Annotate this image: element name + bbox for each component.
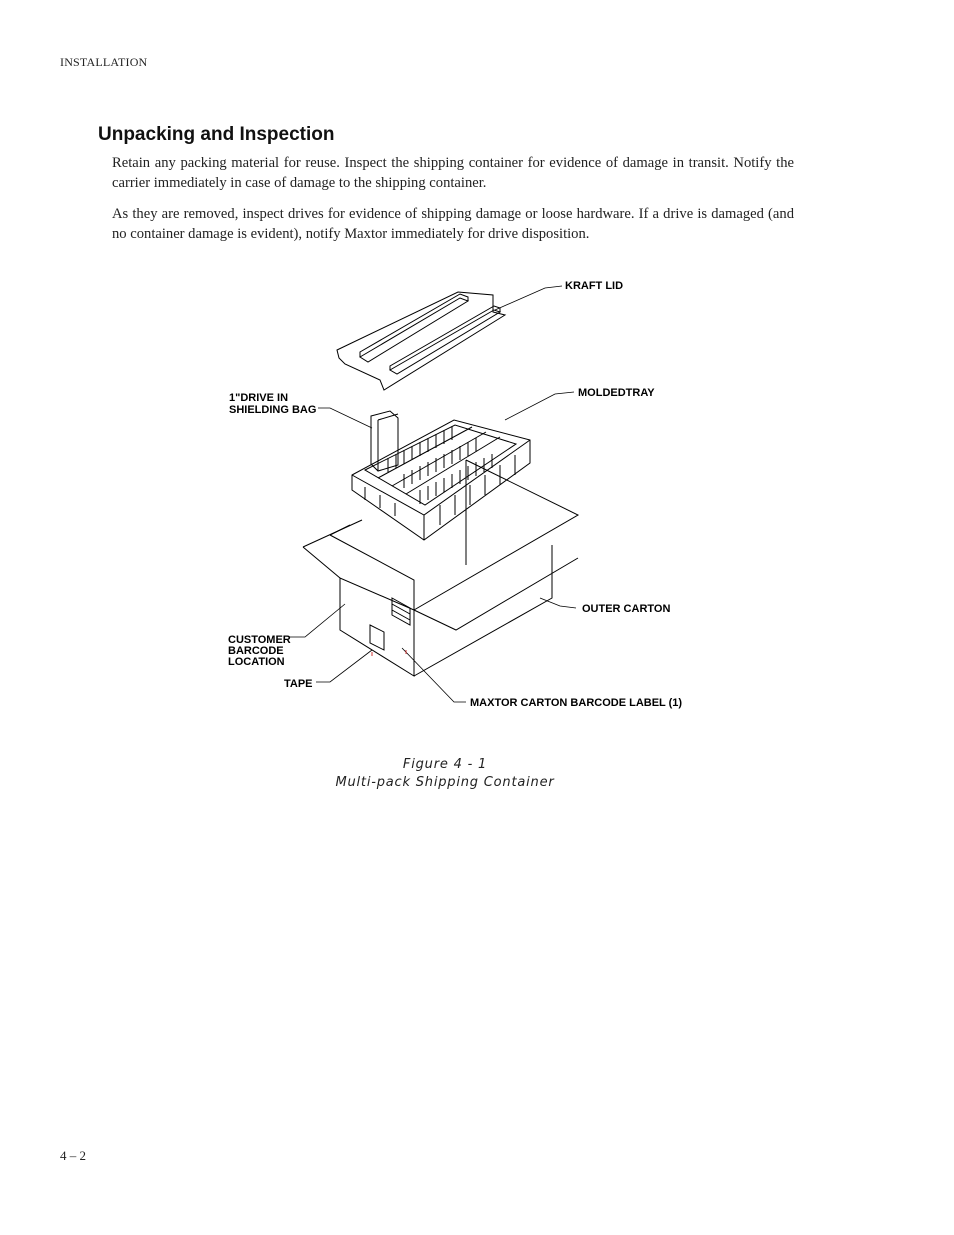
running-head: INSTALLATION [60,55,148,69]
section-title: Unpacking and Inspection [98,124,335,145]
outer-carton-drawing [303,460,578,676]
label-customer-line2: BARCODE [228,645,284,657]
label-molded-tray: MOLDEDTRAY [578,387,655,399]
label-customer-line3: LOCATION [228,656,285,668]
paragraph-inspect-drives: As they are removed, inspect drives for evidence of shipping damage or loose hardware. If a drive is damaged (and no container damage is evident), notify Maxtor immediately for drive disposition. [112,206,794,242]
label-kraft-lid: KRAFT LID [565,280,624,292]
label-drive-line2: SHIELDING BAG [229,404,317,416]
page-number: 4 – 2 [60,1148,86,1163]
molded-tray-drawing [352,420,530,540]
leader-lines [290,286,576,702]
label-drive-line1: 1"DRIVE IN [229,392,289,404]
label-outer-carton: OUTER CARTON [582,603,671,615]
label-maxtor-barcode: MAXTOR CARTON BARCODE LABEL (1) [470,697,683,709]
shipping-container-illustration [220,270,690,720]
caption-title: Multi-pack Shipping Container [335,775,555,790]
drive-bag-drawing [371,411,398,471]
label-tape: TAPE [284,678,313,690]
paragraph-packing-material: Retain any packing material for reuse. Inspect the shipping container for evidence of damage in transit. Notify the carrier immediately in case of damage to the shipping container. [112,155,794,191]
caption-number: Figure 4 - 1 [402,757,488,772]
kraft-lid-drawing [337,292,505,390]
label-customer-line1: CUSTOMER [228,634,291,646]
figure-caption [300,756,590,792]
